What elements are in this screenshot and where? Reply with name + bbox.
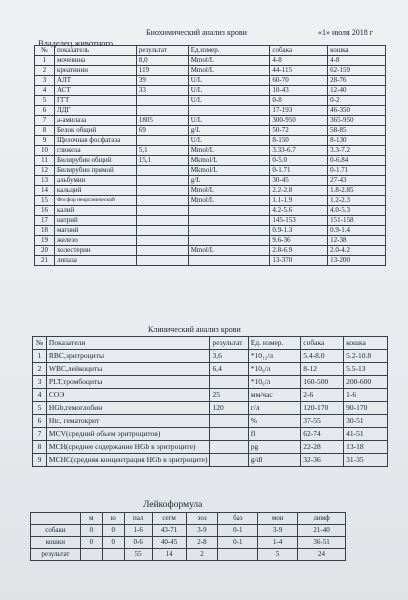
clinical-cell: 5.4-8.0 [301,350,344,363]
clinical-header-cell: Показатели [46,337,210,350]
biochem-cell [188,216,270,226]
clinical-header-cell: кошка [344,337,388,350]
clinical-cell: 7 [33,428,47,441]
biochem-cell: 0-1.71 [328,166,386,176]
owner-label: Владелец животного [38,38,114,48]
biochem-cell: 8-130 [328,136,386,146]
biochem-row [35,156,386,166]
leuko-header-cell: м [80,513,102,525]
biochem-title: Биохимический анализ крови [146,28,247,37]
clinical-row [33,428,388,441]
clinical-cell: RBC,эритроциты [46,350,210,363]
leuko-cell: 5 [258,549,298,561]
biochem-cell: 13-200 [328,256,386,266]
biochem-cell: 4 [35,86,55,96]
biochem-cell: 5,1 [136,146,188,156]
biochem-cell: 4.0-5.3 [328,206,386,216]
clinical-row [33,402,388,415]
leuko-row [31,525,346,537]
biochem-cell: Билирубин прямой [54,166,136,176]
biochem-cell: холестерин [54,246,136,256]
leuko-header-cell: баз [218,513,258,525]
biochem-cell: альбумин [54,176,136,186]
biochem-cell: 2.2-2.8 [270,186,328,196]
leuko-header-cell: пал [124,513,152,525]
biochem-cell: 12 [35,166,55,176]
biochem-cell: 12-40 [328,86,386,96]
clinical-cell: 1-6 [344,389,388,402]
biochem-cell: 145-153 [270,216,328,226]
clinical-cell: % [248,415,301,428]
biochem-cell [136,226,188,236]
biochem-cell: 8-150 [270,136,328,146]
biochem-cell: 2 [35,66,55,76]
clinical-cell: pg [248,441,301,454]
biochem-cell: 13 [35,176,55,186]
leuko-cell: 0-6 [124,537,152,549]
clinical-row [33,454,388,467]
biochem-cell: 8 [35,126,55,136]
leuko-cell: кошки [31,537,81,549]
biochem-cell: 0-8 [270,96,328,106]
leuko-row [31,549,346,561]
clinical-cell: 32-36 [301,454,344,467]
biochem-row [35,176,386,186]
biochem-cell: железо [54,236,136,246]
clinical-cell: *10₁₂/л [248,350,301,363]
clinical-cell [210,415,248,428]
biochem-cell: 17 [35,216,55,226]
clinical-cell: 1 [33,350,47,363]
biochem-cell [136,96,188,106]
leuko-table [30,512,346,561]
clinical-cell: 31-35 [344,454,388,467]
biochem-cell: 0.9-1.4 [328,226,386,236]
biochem-cell: 11 [35,156,55,166]
clinical-table [32,336,388,467]
clinical-cell: HGb,гемоглобин [46,402,210,415]
biochem-row [35,126,386,136]
clinical-cell: 3 [33,376,47,389]
biochem-cell: 28-76 [328,76,386,86]
biochem-cell: U/L [188,116,270,126]
clinical-cell: 5.5-13 [344,363,388,376]
clinical-row [33,350,388,363]
biochem-header-cell: собака [270,46,328,56]
biochem-cell: 14 [35,186,55,196]
biochem-cell: 1.8-2.85 [328,186,386,196]
biochem-row [35,76,386,86]
biochem-table [34,45,386,266]
clinical-cell [210,454,248,467]
biochem-cell: 4.2-5.6 [270,206,328,216]
biochem-cell: U/L [188,76,270,86]
biochem-cell: 1.2-2.3 [328,196,386,206]
biochem-cell: 44-115 [270,66,328,76]
clinical-cell: MCV(средний обьем эритроцитов) [46,428,210,441]
clinical-cell: 62-74 [301,428,344,441]
biochem-cell [136,176,188,186]
clinical-cell: *10₉/л [248,376,301,389]
biochem-cell: натрий [54,216,136,226]
leuko-header-cell: сегм [152,513,186,525]
biochem-header-row [35,46,386,56]
clinical-title: Клинический анализ крови [148,325,241,334]
biochem-cell: 8,0 [136,56,188,66]
biochem-cell: 365-950 [328,116,386,126]
biochem-cell: ГГТ [54,96,136,106]
leuko-cell: 40-45 [152,537,186,549]
biochem-row [35,236,386,246]
clinical-cell: 6,4 [210,363,248,376]
leuko-header-cell: ю [102,513,124,525]
biochem-cell [188,226,270,236]
biochem-cell: 62-159 [328,66,386,76]
biochem-header-cell: кошка [328,46,386,56]
clinical-cell: 4 [33,389,47,402]
biochem-cell [136,186,188,196]
clinical-cell: 30-51 [344,415,388,428]
leuko-header-cell: эоз [186,513,218,525]
biochem-cell: кальций [54,186,136,196]
leuko-cell: 14 [152,549,186,561]
biochem-row [35,206,386,216]
biochem-cell: g/L [188,176,270,186]
clinical-header-row [33,337,388,350]
biochem-date: «1» июля 2018 г [318,28,374,37]
leuko-cell: 0 [80,525,102,537]
biochem-cell: 2.8-6.9 [270,246,328,256]
clinical-cell: 41-51 [344,428,388,441]
biochem-cell [136,216,188,226]
biochem-row [35,166,386,176]
biochem-cell: 9 [35,136,55,146]
clinical-cell: 22-28 [301,441,344,454]
biochem-cell [136,236,188,246]
clinical-cell: 2 [33,363,47,376]
clinical-row [33,441,388,454]
biochem-row [35,86,386,96]
biochem-cell: Mmol/L [188,66,270,76]
biochem-cell: 4-8 [270,56,328,66]
biochem-cell: калий [54,206,136,216]
biochem-cell: глюкоза [54,146,136,156]
leuko-cell: 2-8 [186,537,218,549]
clinical-cell: 8-12 [301,363,344,376]
leuko-cell: собаки [31,525,81,537]
biochem-cell: U/L [188,86,270,96]
leuko-row [31,537,346,549]
biochem-row [35,136,386,146]
leuko-cell: 24 [298,549,346,561]
biochem-cell: 9.6-36 [270,236,328,246]
clinical-cell: 8 [33,441,47,454]
clinical-cell: 5 [33,402,47,415]
biochem-cell: АСТ [54,86,136,96]
biochem-cell: 30-45 [270,176,328,186]
biochem-row [35,196,386,206]
clinical-header-cell: результат [210,337,248,350]
clinical-cell: 37-55 [301,415,344,428]
biochem-cell [136,106,188,116]
biochem-cell: 1805 [136,116,188,126]
clinical-cell: 2-6 [301,389,344,402]
clinical-cell: СОЭ [46,389,210,402]
biochem-cell [188,106,270,116]
biochem-cell: Mmol/L [188,246,270,256]
biochem-cell [136,206,188,216]
clinical-cell: 90-170 [344,402,388,415]
biochem-cell: АЛТ [54,76,136,86]
leuko-cell: 0 [102,537,124,549]
biochem-cell: 119 [136,66,188,76]
biochem-cell: Билирубин общий [54,156,136,166]
biochem-cell [136,166,188,176]
biochem-cell: 7 [35,116,55,126]
biochem-cell: 0-1.71 [270,166,328,176]
biochem-header-cell: Ед.измер. [188,46,270,56]
clinical-cell: *10₉/л [248,363,301,376]
biochem-cell: 69 [136,126,188,136]
biochem-cell: 1 [35,56,55,66]
leuko-header-row [31,513,346,525]
biochem-cell: 15 [35,196,55,206]
biochem-cell: Фосфор неорганический [54,196,136,206]
biochem-cell: Mmol/L [188,186,270,196]
leuko-cell: 0-1 [218,537,258,549]
clinical-cell: MCHC(средняя концентрация HGb в эритроците) [46,454,210,467]
biochem-cell: Белок общий [54,126,136,136]
biochem-cell: Mmol/L [188,196,270,206]
biochem-row [35,246,386,256]
clinical-cell: 5.2-10.8 [344,350,388,363]
clinical-cell: 160-500 [301,376,344,389]
biochem-row [35,96,386,106]
biochem-cell: 60-70 [270,76,328,86]
clinical-cell [210,376,248,389]
biochem-cell: 27-43 [328,176,386,186]
biochem-cell: 3 [35,76,55,86]
leuko-cell: 0 [80,537,102,549]
biochem-header-cell: результат [136,46,188,56]
biochem-cell: 1.1-1.9 [270,196,328,206]
clinical-row [33,363,388,376]
biochem-cell: 17-193 [270,106,328,116]
biochem-cell: Mmol/L [188,56,270,66]
leuko-cell: 36-51 [298,537,346,549]
clinical-cell: 200-600 [344,376,388,389]
clinical-cell [210,441,248,454]
clinical-row [33,376,388,389]
biochem-cell: 20 [35,246,55,256]
leuko-cell [80,549,102,561]
leuko-cell: 3-9 [186,525,218,537]
biochem-cell: 10 [35,146,55,156]
biochem-cell: 13-370 [270,256,328,266]
leuko-cell: 43-71 [152,525,186,537]
biochem-cell: Mkmol/L [188,166,270,176]
clinical-cell: 120 [210,402,248,415]
biochem-cell [188,206,270,216]
leuko-cell: 1-4 [258,537,298,549]
biochem-row [35,56,386,66]
biochem-cell: 5 [35,96,55,106]
biochem-row [35,106,386,116]
clinical-header-cell: собака [301,337,344,350]
biochem-cell [188,236,270,246]
biochem-cell: 33 [136,86,188,96]
biochem-cell: магний [54,226,136,236]
biochem-cell [136,256,188,266]
biochem-cell: 6 [35,106,55,116]
leuko-cell: 3-9 [258,525,298,537]
leuko-cell: 0 [102,525,124,537]
leuko-cell: 55 [124,549,152,561]
biochem-cell: 46-350 [328,106,386,116]
biochem-cell: 19 [35,236,55,246]
biochem-cell: 3.3-7.2 [328,146,386,156]
clinical-row [33,415,388,428]
biochem-cell [188,256,270,266]
biochem-cell: креатинин [54,66,136,76]
clinical-header-cell: № [33,337,47,350]
biochem-cell: 0-2 [328,96,386,106]
biochem-cell: 21 [35,256,55,266]
biochem-cell: 0.9-1.3 [270,226,328,236]
biochem-cell: 4-8 [328,56,386,66]
clinical-cell: 6 [33,415,47,428]
biochem-row [35,116,386,126]
clinical-cell: 3,6 [210,350,248,363]
clinical-cell: PLT,тромбоциты [46,376,210,389]
clinical-cell: 25 [210,389,248,402]
biochem-cell: 2.0-4.2 [328,246,386,256]
clinical-cell [210,428,248,441]
leuko-cell: 2 [186,549,218,561]
clinical-cell: Htc, гематокрит [46,415,210,428]
biochem-cell: а-амилаза [54,116,136,126]
leuko-header-cell: лимф [298,513,346,525]
biochem-cell: 50-72 [270,126,328,136]
clinical-cell: г/л [248,402,301,415]
biochem-cell [136,246,188,256]
biochem-row [35,216,386,226]
clinical-cell: g/dl [248,454,301,467]
biochem-header-cell: № [35,46,55,56]
clinical-cell: MCH(среднее содержание HGb в эритроците) [46,441,210,454]
biochem-row [35,256,386,266]
leuko-header-cell [31,513,81,525]
biochem-row [35,186,386,196]
clinical-cell: 9 [33,454,47,467]
clinical-cell: fl [248,428,301,441]
biochem-cell: липаза [54,256,136,266]
biochem-cell: 300-950 [270,116,328,126]
clinical-cell: WBC,лейкоциты [46,363,210,376]
biochem-cell: 10-43 [270,86,328,96]
biochem-cell: 58-85 [328,126,386,136]
clinical-cell: 13-18 [344,441,388,454]
biochem-cell: 0-5.0 [270,156,328,166]
leuko-cell [218,549,258,561]
biochem-cell: 3.33-6.7 [270,146,328,156]
biochem-cell [136,136,188,146]
biochem-cell: Mkmol/L [188,156,270,166]
biochem-cell: 12-38 [328,236,386,246]
leuko-cell: результат [31,549,81,561]
clinical-cell: мм/час [248,389,301,402]
leuko-title: Лейкоформула [143,500,203,510]
leuko-cell [102,549,124,561]
clinical-row [33,389,388,402]
biochem-cell: 39 [136,76,188,86]
biochem-row [35,66,386,76]
biochem-cell [136,196,188,206]
biochem-cell: g/L [188,126,270,136]
biochem-header-cell: показатель [54,46,136,56]
clinical-cell: 120-170 [301,402,344,415]
biochem-cell: Mmol/L [188,146,270,156]
leuko-cell: 1-6 [124,525,152,537]
biochem-cell: 0-6.84 [328,156,386,166]
biochem-row [35,146,386,156]
leuko-header-cell: мон [258,513,298,525]
biochem-cell: 18 [35,226,55,236]
leuko-cell: 21-40 [298,525,346,537]
leuko-cell: 0-1 [218,525,258,537]
biochem-row [35,226,386,236]
biochem-cell: 151-158 [328,216,386,226]
biochem-cell: U/L [188,96,270,106]
biochem-cell: ЛДГ [54,106,136,116]
biochem-cell: Щелочная фосфатаза [54,136,136,146]
biochem-cell: 15,1 [136,156,188,166]
biochem-cell: U/L [188,136,270,146]
biochem-cell: мочевина [54,56,136,66]
biochem-cell: 16 [35,206,55,216]
clinical-header-cell: Ед. измер. [248,337,301,350]
